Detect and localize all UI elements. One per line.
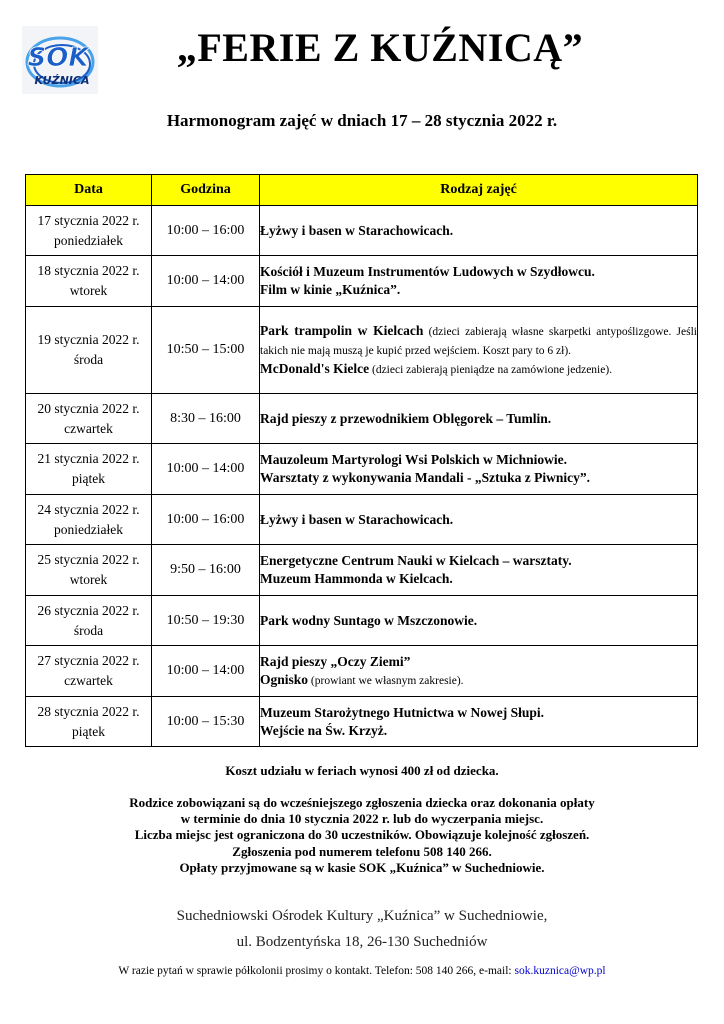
table-row [26, 495, 698, 545]
row-date: 27 stycznia 2022 r. [37, 653, 140, 668]
logo-bottom-text: KUŹNICA [34, 74, 90, 87]
contact-line [0, 965, 724, 977]
schedule-table [25, 174, 698, 747]
row-date-cell [26, 444, 152, 495]
row-time: 10:50 – 15:00 [152, 307, 260, 394]
activity-line: Film w kinie „Kuźnica”. [260, 282, 401, 297]
header-activity: Rodzaj zajęć [260, 175, 698, 206]
table-row [26, 206, 698, 256]
row-time: 10:50 – 19:30 [152, 596, 260, 646]
info-line: Liczba miejsc jest ograniczona do 30 uczestników. Obowiązuje kolejność zgłoszeń. [134, 827, 590, 843]
activity-note: (prowiant we własnym zakresie). [308, 674, 464, 687]
row-date: 17 stycznia 2022 r. [37, 212, 140, 228]
row-date: 25 stycznia 2022 r. [37, 552, 140, 567]
activity-line: Energetyczne Centrum Nauki w Kielcach – warsztaty. [260, 553, 572, 568]
row-activity-cell [260, 646, 698, 697]
activity-line-mixed [260, 671, 697, 690]
registration-info [0, 795, 724, 876]
row-activity-cell [260, 596, 698, 646]
activity-line: Rajd pieszy z przewodnikiem Oblęgorek – Tumlin. [260, 410, 552, 426]
row-date: 21 stycznia 2022 r. [37, 451, 140, 466]
page-subtitle: Harmonogram zajęć w dniach 17 – 28 stycznia 2022 r. [166, 111, 558, 130]
activity-line: Warsztaty z wykonywania Mandali - „Sztuka z Piwnicy”. [260, 470, 591, 485]
row-date: 24 stycznia 2022 r. [37, 501, 140, 517]
row-date-cell [26, 394, 152, 444]
row-day: czwartek [64, 420, 113, 436]
activity-note: (dzieci zabierają własne skarpetki antypoślizgowe. Jeśli takich nie mają muszą je kupić przed wejściem. Koszt pary to 6 zł). [260, 325, 698, 357]
row-date-cell [26, 646, 152, 697]
table-row [26, 307, 698, 394]
email-link[interactable]: sok.kuznica@wp.pl [514, 965, 606, 977]
row-day: piątek [72, 471, 105, 486]
row-date: 28 stycznia 2022 r. [37, 703, 140, 719]
activity-line: Łyżwy i basen w Starachowicach. [260, 222, 454, 238]
row-activity-cell [260, 394, 698, 444]
row-day: środa [73, 622, 104, 638]
row-activity-cell [260, 444, 698, 495]
row-time: 10:00 – 14:00 [152, 646, 260, 697]
activity-line: Muzeum Hammonda w Kielcach. [260, 571, 453, 586]
row-activity-cell [260, 697, 698, 747]
row-time: 10:00 – 14:00 [152, 444, 260, 495]
row-date-cell [26, 256, 152, 307]
activity-line: Muzeum Starożytnego Hutnictwa w Nowej Słupi. [260, 704, 544, 720]
table-row [26, 596, 698, 646]
organizer-address [0, 903, 724, 955]
row-day: piątek [72, 723, 105, 739]
row-date-cell [26, 206, 152, 256]
contact-text: W razie pytań w sprawie półkolonii prosimy o kontakt. Telefon: 508 140 266, e-mail: [118, 965, 515, 977]
activity-line: Park trampolin w Kielcach [260, 322, 424, 338]
row-day: środa [73, 352, 104, 367]
table-row [26, 394, 698, 444]
row-date-cell [26, 545, 152, 596]
header-date: Data [26, 175, 152, 206]
org-street: ul. Bodzentyńska 18, 26-130 Suchedniów [236, 934, 488, 950]
table-row [26, 444, 698, 495]
table-row [26, 545, 698, 596]
row-time: 10:00 – 15:30 [152, 697, 260, 747]
row-time: 8:30 – 16:00 [152, 394, 260, 444]
row-date-cell [26, 697, 152, 747]
row-date-cell [26, 307, 152, 394]
page-title: „FERIE Z KUŹNICĄ” [176, 25, 584, 70]
row-activity-cell [260, 545, 698, 596]
header-time: Godzina [152, 175, 260, 206]
row-day: poniedziałek [54, 232, 123, 248]
info-line: Zgłoszenia pod numerem telefonu 508 140 266. [232, 843, 492, 859]
row-time: 10:00 – 16:00 [152, 206, 260, 256]
activity-line: Wejście na Św. Krzyż. [260, 722, 388, 738]
info-line: Opłaty przyjmowane są w kasie SOK „Kuźnica” w Suchedniowie. [179, 859, 545, 875]
activity-line: Łyżwy i basen w Starachowicach. [260, 511, 454, 527]
activity-line: Ognisko [260, 671, 309, 687]
table-row [26, 697, 698, 747]
row-date: 20 stycznia 2022 r. [37, 400, 140, 416]
row-time: 10:00 – 14:00 [152, 256, 260, 307]
row-day: czwartek [64, 673, 113, 688]
org-name: Suchedniowski Ośrodek Kultury „Kuźnica” w Suchedniowie, [176, 908, 548, 924]
row-date-cell [26, 596, 152, 646]
table-header-row [26, 175, 698, 206]
row-date: 26 stycznia 2022 r. [37, 602, 140, 618]
info-line: w terminie do dnia 10 stycznia 2022 r. lub do wyczerpania miejsc. [180, 811, 544, 827]
activity-note: (dzieci zabierają pieniądze na zamówione jedzenie). [369, 363, 613, 376]
activity-line: Mauzoleum Martyrologi Wsi Polskich w Michniowie. [260, 452, 567, 467]
row-date: 19 stycznia 2022 r. [37, 332, 140, 347]
row-time: 10:00 – 16:00 [152, 495, 260, 545]
row-activity-cell [260, 307, 698, 394]
row-time: 9:50 – 16:00 [152, 545, 260, 596]
row-date: 18 stycznia 2022 r. [37, 263, 140, 278]
activity-line: Kościół i Muzeum Instrumentów Ludowych w Szydłowcu. [260, 264, 595, 279]
table-row [26, 256, 698, 307]
row-date-cell [26, 495, 152, 545]
row-day: wtorek [69, 283, 108, 298]
row-activity-cell [260, 256, 698, 307]
logo-top-text: SOK [27, 43, 89, 73]
row-day: poniedziałek [54, 521, 123, 537]
activity-block [260, 322, 697, 360]
row-activity-cell [260, 495, 698, 545]
activity-block [260, 360, 697, 379]
activity-line: Park wodny Suntago w Mszczonowie. [260, 612, 478, 628]
table-row [26, 646, 698, 697]
info-line: Rodzice zobowiązani są do wcześniejszego zgłoszenia dziecka oraz dokonania opłaty [129, 795, 595, 810]
activity-line: McDonald's Kielce [260, 360, 370, 376]
row-activity-cell [260, 206, 698, 256]
row-day: wtorek [69, 572, 108, 587]
activity-line: Rajd pieszy „Oczy Ziemi” [260, 653, 411, 669]
cost-notice: Koszt udziału w feriach wynosi 400 zł od dziecka. [225, 763, 499, 778]
